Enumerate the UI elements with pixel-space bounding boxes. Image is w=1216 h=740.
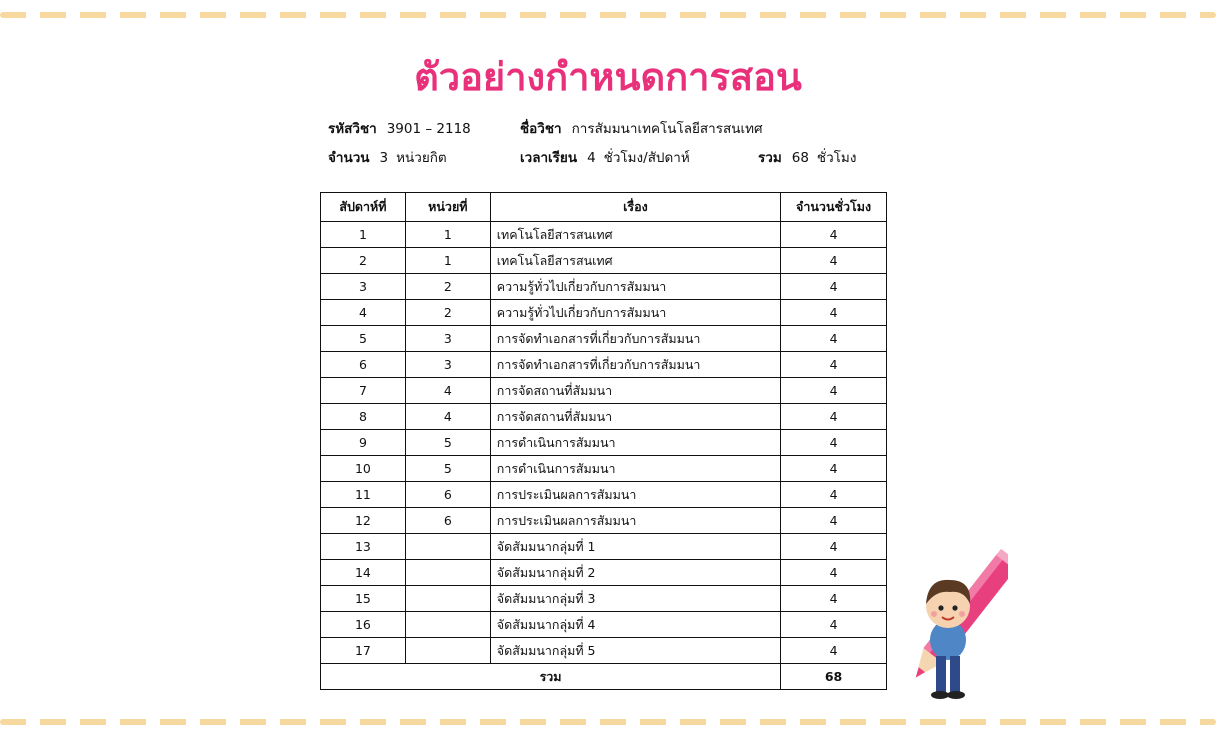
topic-cell: ความรู้ทั่วไปเกี่ยวกับการสัมมนา bbox=[490, 274, 780, 300]
week-cell: 15 bbox=[321, 586, 406, 612]
hours-cell: 4 bbox=[781, 326, 887, 352]
table-row bbox=[321, 378, 887, 404]
week-cell: 1 bbox=[321, 222, 406, 248]
hours-cell: 4 bbox=[781, 586, 887, 612]
table-row bbox=[321, 222, 887, 248]
boy-with-pencil-icon bbox=[888, 548, 1008, 713]
hours-cell: 4 bbox=[781, 430, 887, 456]
header-hours: จำนวนชั่วโมง bbox=[781, 193, 887, 222]
table-row bbox=[321, 638, 887, 664]
topic-cell: จัดสัมมนากลุ่มที่ 4 bbox=[490, 612, 780, 638]
hours-cell: 4 bbox=[781, 534, 887, 560]
hours-cell: 4 bbox=[781, 404, 887, 430]
unit-cell: 6 bbox=[405, 508, 490, 534]
hours-cell: 4 bbox=[781, 508, 887, 534]
unit-cell bbox=[405, 586, 490, 612]
topic-cell: จัดสัมมนากลุ่มที่ 1 bbox=[490, 534, 780, 560]
unit-cell: 2 bbox=[405, 300, 490, 326]
unit-cell: 1 bbox=[405, 222, 490, 248]
week-cell: 7 bbox=[321, 378, 406, 404]
table-row bbox=[321, 430, 887, 456]
week-cell: 8 bbox=[321, 404, 406, 430]
unit-cell: 4 bbox=[405, 404, 490, 430]
total-hours: 68 bbox=[781, 664, 887, 690]
topic-cell: ความรู้ทั่วไปเกี่ยวกับการสัมมนา bbox=[490, 300, 780, 326]
week-cell: 4 bbox=[321, 300, 406, 326]
week-cell: 12 bbox=[321, 508, 406, 534]
topic-cell: การจัดสถานที่สัมมนา bbox=[490, 378, 780, 404]
table-row bbox=[321, 482, 887, 508]
table-row bbox=[321, 508, 887, 534]
total-time bbox=[758, 146, 864, 168]
table-header-row bbox=[321, 193, 887, 222]
unit-cell: 5 bbox=[405, 430, 490, 456]
week-cell: 17 bbox=[321, 638, 406, 664]
header-unit: หน่วยที่ bbox=[405, 193, 490, 222]
hours-cell: 4 bbox=[781, 378, 887, 404]
course-credits-label: จำนวน bbox=[328, 150, 370, 166]
table-row bbox=[321, 534, 887, 560]
course-code-label: รหัสวิชา bbox=[328, 121, 377, 137]
table-row bbox=[321, 612, 887, 638]
week-cell: 10 bbox=[321, 456, 406, 482]
table-row bbox=[321, 352, 887, 378]
hours-cell: 4 bbox=[781, 638, 887, 664]
teaching-schedule-table bbox=[320, 192, 887, 690]
unit-cell bbox=[405, 612, 490, 638]
week-cell: 5 bbox=[321, 326, 406, 352]
study-time-value: 4 bbox=[587, 150, 596, 166]
hours-cell: 4 bbox=[781, 300, 887, 326]
hours-cell: 4 bbox=[781, 456, 887, 482]
week-cell: 9 bbox=[321, 430, 406, 456]
hours-cell: 4 bbox=[781, 274, 887, 300]
week-cell: 3 bbox=[321, 274, 406, 300]
topic-cell: การจัดทำเอกสารที่เกี่ยวกับการสัมมนา bbox=[490, 352, 780, 378]
decorative-dashed-border-bottom bbox=[0, 719, 1216, 725]
unit-cell: 5 bbox=[405, 456, 490, 482]
hours-cell: 4 bbox=[781, 248, 887, 274]
table-body bbox=[321, 222, 887, 664]
unit-cell bbox=[405, 560, 490, 586]
week-cell: 6 bbox=[321, 352, 406, 378]
week-cell: 2 bbox=[321, 248, 406, 274]
unit-cell: 2 bbox=[405, 274, 490, 300]
course-credits bbox=[328, 146, 455, 168]
topic-cell: เทคโนโลยีสารสนเทศ bbox=[490, 222, 780, 248]
table-row bbox=[321, 586, 887, 612]
topic-cell: จัดสัมมนากลุ่มที่ 3 bbox=[490, 586, 780, 612]
week-cell: 13 bbox=[321, 534, 406, 560]
table-row bbox=[321, 274, 887, 300]
table-row bbox=[321, 404, 887, 430]
topic-cell: การดำเนินการสัมมนา bbox=[490, 456, 780, 482]
unit-cell: 4 bbox=[405, 378, 490, 404]
topic-cell: จัดสัมมนากลุ่มที่ 2 bbox=[490, 560, 780, 586]
course-code-value: 3901 – 2118 bbox=[386, 121, 471, 137]
hours-cell: 4 bbox=[781, 482, 887, 508]
decorative-dashed-border-top bbox=[0, 12, 1216, 18]
topic-cell: จัดสัมมนากลุ่มที่ 5 bbox=[490, 638, 780, 664]
course-name-label: ชื่อวิชา bbox=[520, 121, 562, 137]
course-code bbox=[328, 117, 479, 139]
table-row bbox=[321, 300, 887, 326]
topic-cell: การประเมินผลการสัมมนา bbox=[490, 482, 780, 508]
unit-cell: 1 bbox=[405, 248, 490, 274]
study-time-unit: ชั่วโมง/สัปดาห์ bbox=[603, 150, 690, 166]
week-cell: 14 bbox=[321, 560, 406, 586]
topic-cell: การประเมินผลการสัมมนา bbox=[490, 508, 780, 534]
week-cell: 11 bbox=[321, 482, 406, 508]
page-title: ตัวอย่างกำหนดการสอน bbox=[414, 55, 802, 99]
topic-cell: การจัดสถานที่สัมมนา bbox=[490, 404, 780, 430]
topic-cell: การดำเนินการสัมมนา bbox=[490, 430, 780, 456]
table-row bbox=[321, 326, 887, 352]
total-time-label: รวม bbox=[758, 150, 782, 166]
hours-cell: 4 bbox=[781, 612, 887, 638]
unit-cell bbox=[405, 534, 490, 560]
total-time-value: 68 bbox=[791, 150, 809, 166]
total-label: รวม bbox=[321, 664, 781, 690]
course-credits-unit: หน่วยกิต bbox=[396, 150, 447, 166]
total-time-unit: ชั่วโมง bbox=[816, 150, 857, 166]
table-total-row bbox=[321, 664, 887, 690]
unit-cell: 3 bbox=[405, 352, 490, 378]
table-row bbox=[321, 560, 887, 586]
study-time bbox=[520, 146, 698, 168]
header-week: สัปดาห์ที่ bbox=[321, 193, 406, 222]
hours-cell: 4 bbox=[781, 222, 887, 248]
hours-cell: 4 bbox=[781, 560, 887, 586]
unit-cell bbox=[405, 638, 490, 664]
week-cell: 16 bbox=[321, 612, 406, 638]
hours-cell: 4 bbox=[781, 352, 887, 378]
table-row bbox=[321, 248, 887, 274]
topic-cell: การจัดทำเอกสารที่เกี่ยวกับการสัมมนา bbox=[490, 326, 780, 352]
header-topic: เรื่อง bbox=[490, 193, 780, 222]
study-time-label: เวลาเรียน bbox=[520, 150, 578, 166]
unit-cell: 6 bbox=[405, 482, 490, 508]
course-name bbox=[520, 117, 771, 139]
table-row bbox=[321, 456, 887, 482]
unit-cell: 3 bbox=[405, 326, 490, 352]
course-name-value: การสัมมนาเทคโนโลยีสารสนเทศ bbox=[571, 121, 763, 137]
course-credits-value: 3 bbox=[379, 150, 389, 166]
topic-cell: เทคโนโลยีสารสนเทศ bbox=[490, 248, 780, 274]
